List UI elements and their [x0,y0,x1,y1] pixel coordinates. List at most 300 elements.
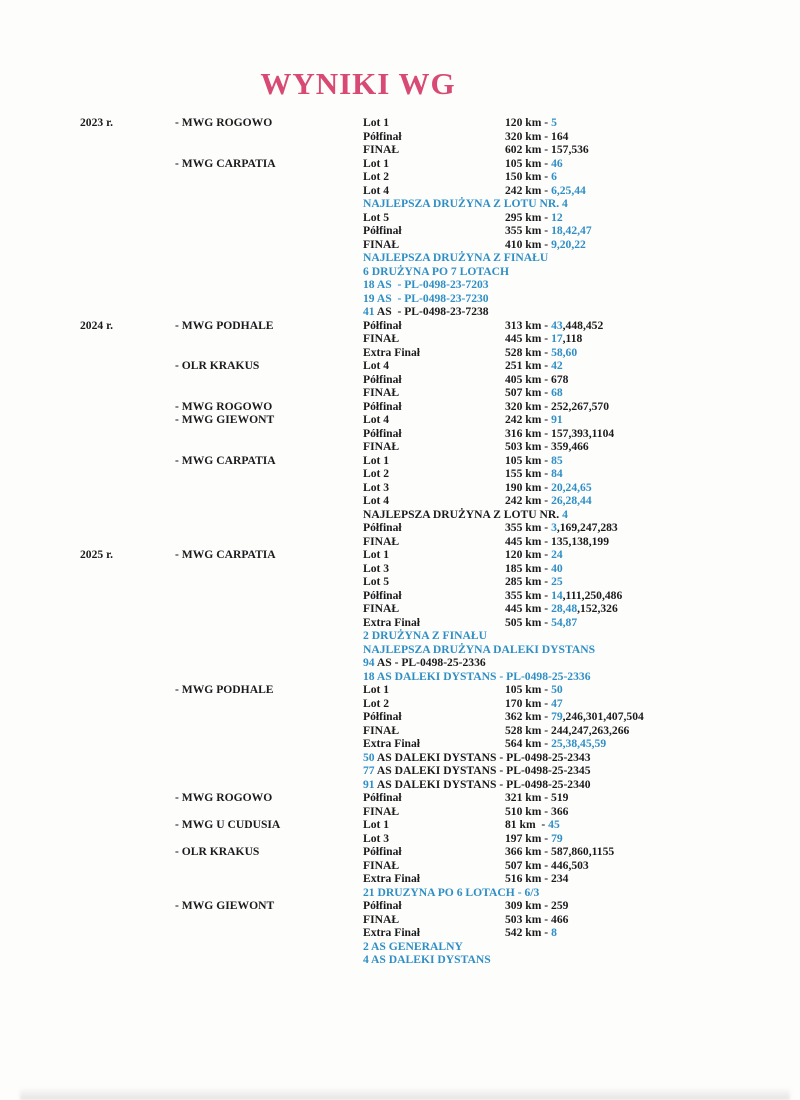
plain-text: 445 km - [505,332,552,345]
plain-text: 170 km - [505,696,552,710]
highlighted-text: 68 [551,386,563,399]
result-value [505,899,568,913]
plain-text: Lot 1 [363,156,390,170]
note-text [363,508,568,522]
note-text [363,751,591,765]
plain-text: FINAŁ [363,332,400,345]
table-row [0,589,800,603]
flight-label [363,481,389,495]
table-row [0,116,800,130]
result-value [505,832,563,846]
table-row [0,211,800,225]
plain-text: 516 km - 234 [505,872,569,885]
highlighted-text: 18 AS DALEKI DYSTANS - PL-0498-25-2336 [363,669,591,683]
plain-text: Lot 5 [363,210,390,224]
plain-text: 185 km - [505,561,552,575]
highlighted-text: 8 [551,926,557,939]
table-row [0,278,800,292]
table-row [0,805,800,819]
plain-text: 313 km - [505,318,552,332]
plain-text: Lot 1 [363,548,390,561]
table-row [0,832,800,846]
flight-label [363,926,420,940]
highlighted-text: 20,24,65 [551,480,592,494]
plain-text: 295 km - [505,210,552,224]
flight-label [363,832,389,846]
highlighted-text: 50 [363,750,375,764]
flight-label [363,184,389,198]
table-row [0,238,800,252]
result-value [505,211,563,225]
flight-label [363,737,420,751]
results-table [0,116,800,967]
flight-label [363,494,389,508]
result-value [505,697,563,711]
table-row [0,467,800,481]
flight-label [363,805,399,819]
plain-text: ,246,301,407,504 [562,710,644,723]
plain-text: 190 km - [505,480,552,494]
highlighted-text: 45 [548,818,560,831]
table-row [0,413,800,427]
plain-text: Extra Finał [363,872,421,885]
highlighted-text: 84 [551,467,563,480]
club-label [175,116,272,130]
highlighted-text: 19 AS - PL-0498-23-7230 [363,291,489,305]
result-value [505,575,563,589]
table-row [0,346,800,360]
plain-text: Półfinał [363,129,402,143]
plain-text: AS DALEKI DYSTANS - PL-0498-25-2345 [374,764,591,777]
table-row [0,548,800,562]
highlighted-text: 40 [551,561,563,575]
table-row [0,643,800,657]
highlighted-text: 9,20,22 [551,237,586,251]
plain-text: ,448,452 [562,318,604,332]
note-text [363,265,509,279]
result-value [505,724,629,738]
plain-text: Półfinał [363,710,402,723]
flight-label [363,562,389,576]
table-row [0,197,800,211]
highlighted-text: 25,38,45,59 [551,737,607,750]
note-text [363,643,595,657]
note-text [363,629,487,643]
flight-label [363,130,402,144]
result-value [505,359,563,373]
plain-text: - MWG CARPATIA [175,548,276,561]
plain-text: FINAŁ [363,143,400,156]
plain-text: - MWG GIEWONT [175,413,275,426]
table-row [0,872,800,886]
flight-label [363,373,402,387]
plain-text: 505 km - [505,615,552,629]
plain-text: 355 km - [505,588,552,602]
plain-text: 355 km - [505,224,552,237]
highlighted-text: 25 [551,575,563,588]
plain-text: 81 km - [505,818,549,831]
result-value [505,467,563,481]
plain-text: - MWG ROGOWO [175,399,273,413]
highlighted-text: 79 [551,831,563,845]
table-row [0,845,800,859]
result-value [505,184,586,198]
plain-text: Lot 1 [363,453,390,467]
highlighted-text: 3 [551,521,557,534]
table-row [0,562,800,576]
plain-text: FINAŁ [363,602,400,615]
result-value [505,616,577,630]
result-value [505,170,557,184]
plain-text: 355 km - [505,521,552,534]
plain-text: 242 km - [505,413,552,426]
table-row [0,724,800,738]
note-text [363,670,591,684]
plain-text: - MWG PODHALE [175,318,274,332]
plain-text: - OLR KRAKUS [175,359,260,372]
plain-text: 542 km - [505,926,552,939]
plain-text: Półfinał [363,588,402,602]
highlighted-text: 24 [551,548,563,561]
highlighted-text: 18 AS - PL-0498-23-7203 [363,278,489,291]
table-row [0,494,800,508]
plain-text: Półfinał [363,426,402,440]
table-row [0,481,800,495]
table-row [0,292,800,306]
note-text [363,251,548,265]
note-text [363,305,489,319]
flight-label [363,346,420,360]
flight-label [363,616,420,630]
flight-label [363,427,402,441]
result-value [505,481,592,495]
plain-text: 366 km - 587,860,1155 [505,845,615,858]
result-value [505,319,603,333]
plain-text: Lot 1 [363,683,390,696]
table-row [0,386,800,400]
highlighted-text: 26,28,44 [551,494,592,507]
highlighted-text: 12 [551,210,563,224]
plain-text: 507 km - 446,503 [505,858,589,872]
plain-text: Lot 5 [363,575,390,588]
table-row [0,332,800,346]
result-value [505,710,644,724]
flight-label [363,238,399,252]
table-row [0,710,800,724]
plain-text: Półfinał [363,791,402,804]
plain-text: 242 km - [505,494,552,507]
flight-label [363,872,420,886]
plain-text: AS - PL-0498-23-7238 [374,305,489,318]
highlighted-text: 21 DRUZYNA PO 6 LOTACH - 6/3 [363,885,540,899]
result-value [505,521,618,535]
note-text [363,886,539,900]
result-value [505,143,589,157]
table-row [0,859,800,873]
result-value [505,859,589,873]
flight-label [363,845,402,859]
table-row [0,373,800,387]
plain-text: - OLR KRAKUS [175,845,260,858]
table-row [0,508,800,522]
plain-text: Lot 4 [363,359,390,372]
result-value [505,535,609,549]
plain-text: 316 km - 157,393,1104 [505,426,615,440]
flight-label [363,116,389,130]
club-label [175,359,259,373]
table-row [0,400,800,414]
flight-label [363,386,399,400]
plain-text: 285 km - [505,575,552,588]
club-label [175,845,259,859]
plain-text: 528 km - [505,345,552,359]
plain-text: Półfinał [363,521,402,534]
table-row [0,818,800,832]
club-label [175,818,280,832]
result-value [505,818,560,832]
plain-text: 2025 r. [80,548,114,561]
flight-label [363,211,389,225]
highlighted-text: 2 AS GENERALNY [363,939,463,953]
result-value [505,805,568,819]
plain-text: 155 km - [505,467,552,480]
flight-label [363,548,389,562]
highlighted-text: 54,87 [551,615,578,629]
plain-text: - MWG U CUDUSIA [175,818,281,831]
plain-text: - MWG ROGOWO [175,116,273,129]
year-label [80,319,113,333]
table-row [0,764,800,778]
result-value [505,386,563,400]
plain-text: - MWG ROGOWO [175,791,273,804]
result-value [505,589,622,603]
flight-label [363,913,399,927]
note-text [363,953,491,967]
plain-text: FINAŁ [363,440,400,453]
plain-text: Lot 3 [363,480,390,494]
result-value [505,427,614,441]
year-label [80,548,113,562]
plain-text: FINAŁ [363,534,400,548]
highlighted-text: 58,60 [551,345,578,359]
flight-label [363,413,389,427]
plain-text: Półfinał [363,845,402,858]
table-row [0,656,800,670]
note-text [363,940,463,954]
flight-label [363,440,399,454]
highlighted-text: 41 [363,305,375,318]
plain-text: 503 km - 466 [505,912,569,926]
plain-text: FINAŁ [363,804,400,818]
plain-text: 405 km - 678 [505,372,569,386]
table-row [0,926,800,940]
plain-text: ,111,250,486 [562,588,623,602]
highlighted-text: 17 [551,332,563,345]
flight-label [363,683,389,697]
table-row [0,130,800,144]
flight-label [363,319,402,333]
club-label [175,413,274,427]
plain-text: 445 km - [505,602,552,615]
highlighted-text: 43 [551,318,563,332]
highlighted-text: 28,48 [551,602,578,615]
result-value [505,440,589,454]
plain-text: 105 km - [505,453,552,467]
table-row [0,629,800,643]
table-row [0,778,800,792]
plain-text: Lot 4 [363,413,390,426]
club-label [175,157,276,171]
result-value [505,737,606,751]
plain-text: Lot 3 [363,561,390,575]
plain-text: Lot 4 [363,183,390,197]
table-row [0,319,800,333]
club-label [175,548,276,562]
table-row [0,359,800,373]
plain-text: 564 km - [505,737,552,750]
flight-label [363,818,389,832]
plain-text: 2024 r. [80,318,114,332]
highlighted-text: 14 [551,588,563,602]
note-text [363,778,591,792]
highlighted-text: NAJLEPSZA DRUŻYNA Z LOTU NR. 4 [363,197,568,210]
plain-text: Półfinał [363,399,402,413]
table-row [0,143,800,157]
result-value [505,373,568,387]
highlighted-text: 85 [551,453,563,467]
result-value [505,845,614,859]
plain-text: FINAŁ [363,723,400,737]
table-row [0,899,800,913]
highlighted-text: 2 DRUŻYNA Z FINAŁU [363,629,487,642]
flight-label [363,859,399,873]
flight-label [363,575,389,589]
table-row [0,521,800,535]
club-label [175,683,274,697]
flight-label [363,170,389,184]
plain-text: - MWG GIEWONT [175,899,275,912]
plain-text: Lot 2 [363,170,390,183]
result-value [505,224,592,238]
table-row [0,751,800,765]
plain-text: Extra Finał [363,345,421,359]
plain-text: 320 km - 164 [505,129,569,143]
flight-label [363,359,389,373]
plain-text: - MWG PODHALE [175,683,274,696]
highlighted-text: 46 [551,156,563,170]
highlighted-text: 47 [551,696,563,710]
note-text [363,656,486,670]
note-text [363,197,568,211]
plain-text: 242 km - [505,183,552,197]
result-value [505,116,557,130]
plain-text: Lot 1 [363,116,390,129]
highlighted-text: NAJLEPSZA DRUŻYNA DALEKI DYSTANS [363,642,596,656]
flight-label [363,332,399,346]
club-label [175,454,276,468]
plain-text: - MWG CARPATIA [175,453,276,467]
plain-text: 362 km - [505,710,552,723]
plain-text: Półfinał [363,899,402,912]
plain-text: Extra Finał [363,737,421,750]
highlighted-text: NAJLEPSZA DRUŻYNA Z FINAŁU [363,251,549,264]
plain-text: AS DALEKI DYSTANS - PL-0498-25-2340 [374,777,591,791]
table-row [0,953,800,967]
flight-label [363,697,389,711]
table-row [0,157,800,171]
plain-text: ,152,326 [577,602,618,615]
plain-text: Lot 2 [363,467,390,480]
plain-text: 528 km - 244,247,263,266 [505,723,630,737]
result-value [505,926,557,940]
flight-label [363,535,399,549]
club-label [175,400,272,414]
plain-text: Lot 4 [363,494,390,507]
plain-text: ,118 [562,332,583,345]
result-value [505,346,577,360]
plain-text: Półfinał [363,224,402,237]
highlighted-text: 6,25,44 [551,183,586,197]
highlighted-text: 91 [551,413,563,426]
note-text [363,278,489,292]
plain-text: 120 km - [505,116,552,129]
result-value [505,238,586,252]
plain-text: ,169,247,283 [556,521,618,534]
highlighted-text: 91 [363,777,375,791]
plain-text: Lot 2 [363,696,390,710]
plain-text: AS DALEKI DYSTANS - PL-0498-25-2343 [374,750,591,764]
plain-text: FINAŁ [363,912,400,926]
highlighted-text: 4 [562,507,568,521]
flight-label [363,521,402,535]
flight-label [363,143,399,157]
highlighted-text: 18,42,47 [551,224,592,237]
plain-text: 2023 r. [80,116,114,129]
plain-text: AS - PL-0498-25-2336 [374,656,486,669]
highlighted-text: 4 AS DALEKI DYSTANS [363,953,491,966]
table-row [0,251,800,265]
plain-text: 321 km - 519 [505,791,569,804]
table-row [0,575,800,589]
highlighted-text: 94 [363,656,375,669]
result-value [505,872,568,886]
table-row [0,440,800,454]
plain-text: Extra Finał [363,615,421,629]
highlighted-text: 6 [551,170,557,183]
year-label [80,116,113,130]
flight-label [363,157,389,171]
plain-text: 320 km - 252,267,570 [505,399,610,413]
table-row [0,791,800,805]
plain-text: 105 km - [505,156,552,170]
plain-text: 445 km - 135,138,199 [505,534,610,548]
flight-label [363,467,389,481]
plain-text: 197 km - [505,831,552,845]
plain-text: Lot 1 [363,818,390,831]
plain-text: 105 km - [505,683,552,696]
table-row [0,305,800,319]
plain-text: 510 km - 366 [505,804,569,818]
flight-label [363,899,402,913]
result-value [505,130,568,144]
flight-label [363,602,399,616]
plain-text: FINAŁ [363,858,400,872]
table-row [0,224,800,238]
result-value [505,791,568,805]
flight-label [363,224,402,238]
highlighted-text: 5 [551,116,557,129]
flight-label [363,589,402,603]
